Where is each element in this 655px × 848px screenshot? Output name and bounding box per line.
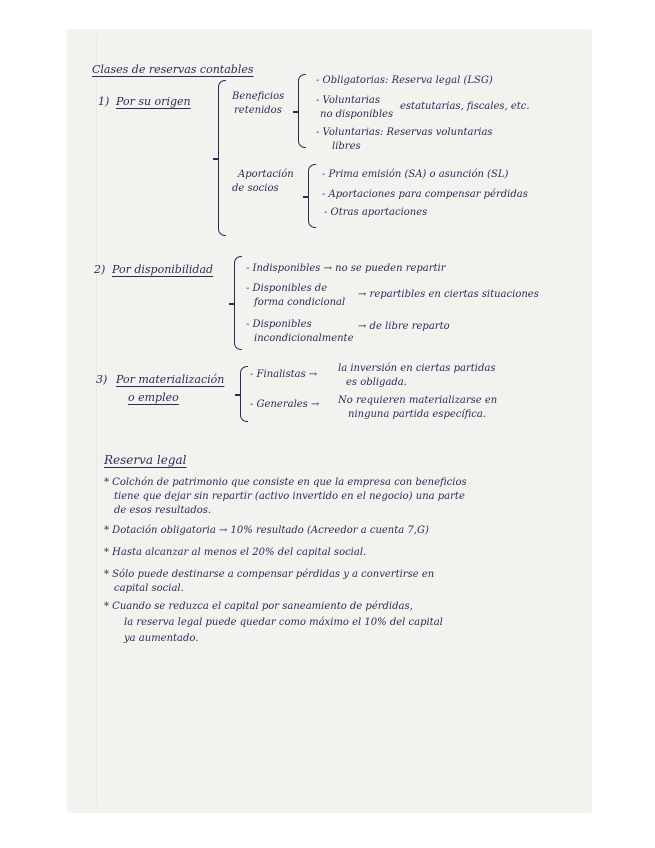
reserva-legal-line: * Colchón de patrimonio que consiste en que la empresa con beneficios	[104, 477, 467, 488]
reserva-legal-line: * Dotación obligatoria → 10% resultado (Acreedor a cuenta 7,G)	[104, 525, 429, 536]
aportacion-label-1: Aportación	[238, 169, 294, 180]
section-2-number: 2)	[94, 263, 106, 276]
reserva-legal-line: la reserva legal puede quedar como máximo el 10% del capital	[124, 617, 443, 628]
section-3-number: 3)	[96, 373, 108, 386]
reserva-legal-heading: Reserva legal	[104, 453, 187, 467]
disponibilidad-item: → repartibles en ciertas situaciones	[358, 289, 539, 300]
beneficios-label-1: Beneficios	[232, 91, 285, 102]
beneficios-item: libres	[332, 141, 361, 152]
reserva-legal-line: * Sólo puede destinarse a compensar pérdidas y a convertirse en	[104, 569, 435, 580]
reserva-legal-line: * Hasta alcanzar al menos el 20% del capital social.	[104, 547, 367, 558]
disponibilidad-item: forma condicional	[254, 297, 346, 308]
section-3-label-2: o empleo	[128, 391, 179, 404]
materializacion-item: la inversión en ciertas partidas	[338, 363, 496, 374]
reserva-legal-line: de esos resultados.	[114, 505, 212, 516]
aportacion-item: - Prima emisión (SA) o asunción (SL)	[322, 169, 509, 180]
disponibilidad-item: → de libre reparto	[358, 321, 450, 332]
reserva-legal-line: capital social.	[114, 583, 184, 594]
reserva-legal-line: ya aumentado.	[124, 633, 199, 644]
aportacion-label-2: de socios	[232, 183, 279, 194]
section-3-label-1: Por materialización	[116, 373, 225, 386]
section-2-brace	[234, 256, 242, 350]
notebook-page	[68, 30, 591, 812]
materializacion-item: es obligada.	[346, 377, 407, 388]
beneficios-item: - Voluntarias	[316, 95, 381, 106]
beneficios-item: - Voluntarias: Reservas voluntarias	[316, 127, 493, 138]
disponibilidad-item: - Disponibles de	[246, 283, 328, 294]
beneficios-item: - Obligatorias: Reserva legal (LSG)	[316, 75, 493, 86]
section-2-label: Por disponibilidad	[112, 263, 214, 276]
reserva-legal-line: * Cuando se reduzca el capital por saneamiento de pérdidas,	[104, 601, 413, 612]
materializacion-item: - Finalistas →	[250, 369, 318, 380]
disponibilidad-item: - Disponibles	[246, 319, 312, 330]
beneficios-item: no disponibles	[320, 109, 394, 120]
materializacion-item: No requieren materializarse en	[338, 395, 498, 406]
materializacion-item: ninguna partida específica.	[348, 409, 486, 420]
beneficios-label-2: retenidos	[234, 105, 282, 116]
disponibilidad-item: - Indisponibles → no se pueden repartir	[246, 263, 446, 274]
aportacion-brace	[308, 164, 316, 228]
section-1-brace	[218, 80, 226, 236]
beneficios-brace	[298, 74, 306, 148]
aportacion-item: - Aportaciones para compensar pérdidas	[322, 189, 528, 200]
beneficios-item: estatutarias, fiscales, etc.	[400, 101, 530, 112]
disponibilidad-item: incondicionalmente	[254, 333, 354, 344]
section-3-brace	[240, 366, 248, 422]
page-title: Clases de reservas contables	[92, 63, 254, 76]
section-1-number: 1)	[98, 95, 110, 108]
aportacion-item: - Otras aportaciones	[324, 207, 428, 218]
reserva-legal-line: tiene que dejar sin repartir (activo invertido en el negocio) una parte	[114, 491, 465, 502]
section-1-label: Por su origen	[116, 95, 191, 108]
materializacion-item: - Generales →	[250, 399, 320, 410]
